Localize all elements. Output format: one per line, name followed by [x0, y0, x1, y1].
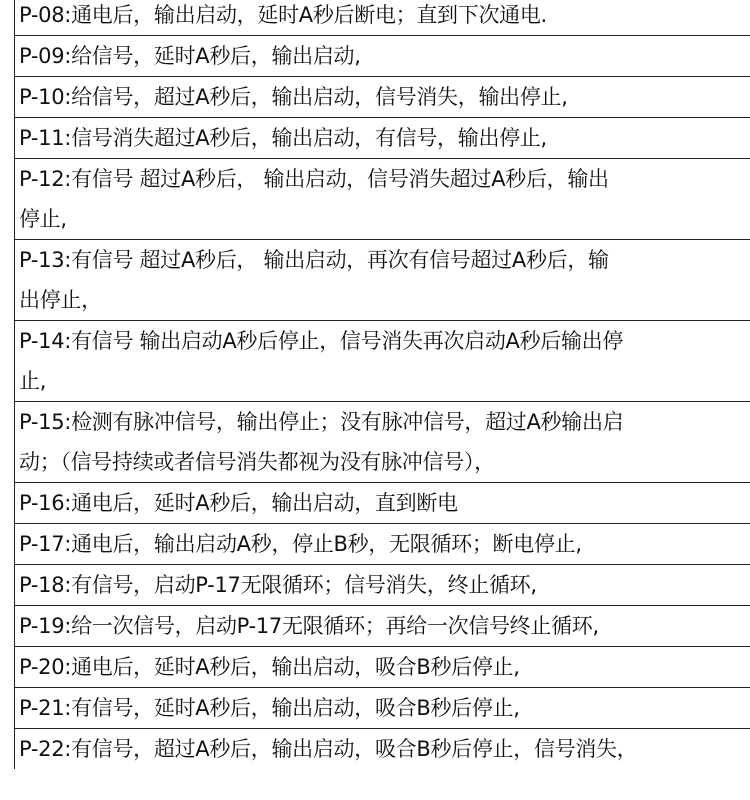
table-row-p-15: [14, 401, 750, 482]
row-text-line: P-13:有信号 超过A秒后， 输出启动，再次有信号超过A秒后，输: [19, 248, 609, 272]
table-row-p-12: [14, 158, 750, 239]
row-text-line: P-14:有信号 输出启动A秒后停止，信号消失再次启动A秒后输出停: [19, 329, 624, 353]
row-text-line: P-17:通电后，输出启动A秒，停止B秒，无限循环；断电停止,: [19, 532, 582, 556]
row-text-line: P-08:通电后，输出启动，延时A秒后断电；直到下次通电.: [19, 3, 547, 27]
table-row-p-17: [14, 523, 750, 564]
row-text-line: P-09:给信号，延时A秒后，输出启动,: [19, 44, 361, 68]
row-text-line: P-10:给信号，超过A秒后，输出启动，信号消失，输出停止,: [19, 85, 568, 109]
table-row-p-19: [14, 605, 750, 646]
row-text-line: 停止,: [19, 207, 67, 231]
table-row-p-18: [14, 564, 750, 605]
row-text-line: P-19:给一次信号，启动P-17无限循环；再给一次信号终止循环,: [19, 614, 599, 638]
row-text-line: 出停止，: [19, 288, 102, 312]
row-text-line: P-15:检测有脉冲信号，输出停止；没有脉冲信号，超过A秒输出启: [19, 410, 624, 434]
row-text-line: P-18:有信号，启动P-17无限循环；信号消失，终止循环,: [19, 573, 537, 597]
table-row-p-11: [14, 117, 750, 158]
row-text-line: P-11:信号消失超过A秒后，输出启动，有信号，输出停止,: [19, 126, 547, 150]
row-text-line: P-16:通电后，延时A秒后，输出启动，直到断电: [19, 491, 458, 515]
table-row-p-13: [14, 239, 750, 320]
row-text-line: P-12:有信号 超过A秒后， 输出启动，信号消失超过A秒后，输出: [19, 167, 609, 191]
row-text-line: P-21:有信号，延时A秒后，输出启动，吸合B秒后停止,: [19, 696, 520, 720]
table-row-p-20: [14, 646, 750, 687]
table-row-p-14: [14, 320, 750, 401]
function-table: [14, 0, 750, 769]
row-text-line: P-22:有信号，超过A秒后，输出启动，吸合B秒后停止，信号消失，: [19, 737, 638, 761]
table-row-p-08: [14, 0, 750, 35]
table-row-p-16: [14, 482, 750, 523]
table-row-p-10: [14, 76, 750, 117]
row-text-line: 止,: [19, 369, 47, 393]
row-text-line: 动；（信号持续或者信号消失都视为没有脉冲信号），: [19, 450, 495, 474]
table-row-p-21: [14, 687, 750, 728]
row-text-line: P-20:通电后，延时A秒后，输出启动，吸合B秒后停止,: [19, 655, 520, 679]
table-row-p-22: [14, 728, 750, 769]
table-row-p-09: [14, 35, 750, 76]
